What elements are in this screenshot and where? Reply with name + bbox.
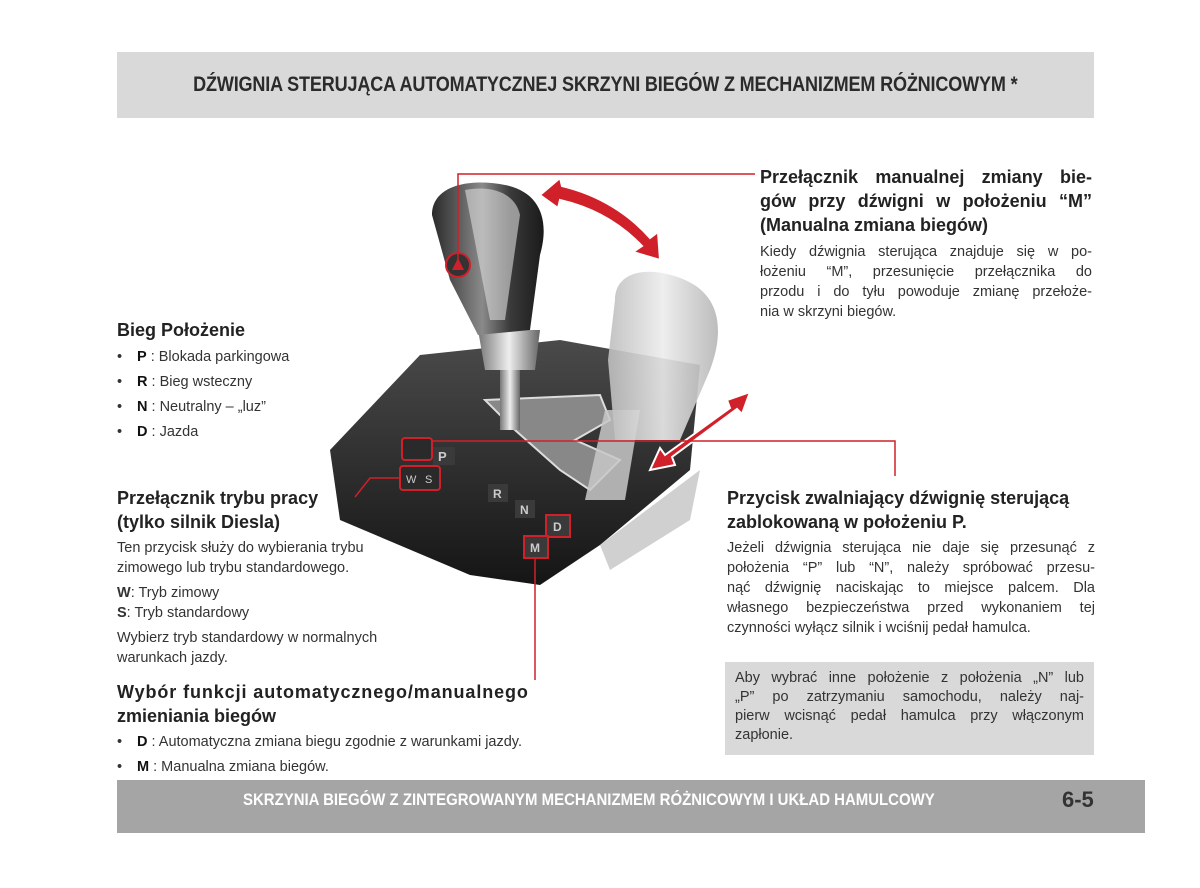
- mode-switch-para2-1: Wybierz tryb standardowy w normalnych: [117, 630, 378, 646]
- gear-positions-list: [117, 345, 447, 445]
- note-line-3: pierw wcisnąć pedał hamulca przy włączonym: [735, 708, 1084, 724]
- r-indicator-label: R: [493, 487, 502, 501]
- manual-switch-heading-2: gów przy dźwigni w położeniu “M”: [760, 191, 1092, 211]
- mode-switch-heading-1: Przełącznik trybu pracy: [117, 488, 319, 508]
- function-select-section: [117, 680, 597, 780]
- manual-switch-para-4: nia w skrzyni biegów.: [760, 304, 897, 320]
- note-box: [725, 662, 1094, 755]
- release-button-section: [727, 486, 1095, 638]
- mode-w: W: Tryb zimowy: [117, 585, 220, 601]
- footer-chapter-title: SKRZYNIA BIEGÓW Z ZINTEGROWANYM MECHANIZMEM RÓŻNICOWYM I UKŁAD HAMULCOWY: [243, 790, 935, 809]
- mode-switch-heading-2: (tylko silnik Diesla): [117, 512, 281, 532]
- manual-switch-para-3: przodu i do tyłu powoduje zmianę przełoże-: [760, 284, 1092, 300]
- release-button-heading-1: Przycisk zwalniający dźwignię sterującą: [727, 488, 1070, 508]
- d-indicator-label: D: [553, 520, 562, 534]
- mode-switch-para2-2: warunkach jazdy.: [117, 650, 228, 666]
- gear-positions-heading: Bieg Położenie: [117, 320, 246, 340]
- manual-switch-section: [760, 165, 1092, 322]
- list-item: • D : Jazda: [117, 424, 199, 440]
- function-select-heading-1: Wybór funkcji automatycznego/manualnego: [117, 682, 529, 702]
- list-item: • P : Blokada parkingowa: [117, 349, 290, 365]
- shifter-boot: [478, 330, 540, 370]
- list-item: • D : Automatyczna zmiana biegu zgodnie z warunkami jazdy.: [117, 734, 522, 750]
- mode-s: S: Tryb standardowy: [117, 605, 250, 621]
- release-button-para-1: Jeżeli dźwignia sterująca nie daje się przesunąć z: [727, 540, 1095, 556]
- manual-shift-arrow: [540, 178, 660, 260]
- mode-switch-para-2: zimowego lub trybu standardowego.: [117, 560, 350, 576]
- manual-switch-para-2: łożeniu “M”, przesunięcie przełącznika do: [760, 264, 1092, 280]
- mode-switch-section: [117, 486, 447, 668]
- mode-switch-s-label: S: [425, 474, 433, 486]
- manual-switch-heading-1: Przełącznik manualnej zmiany bie-: [760, 167, 1092, 187]
- gear-positions-section: [117, 318, 447, 445]
- list-item: • R : Bieg wsteczny: [117, 374, 253, 390]
- release-button-para-4: własnego bezpieczeństwa przed wykonaniem tej: [727, 600, 1095, 616]
- list-item: • N : Neutralny – „luz”: [117, 399, 266, 415]
- page-number: 6-5: [1062, 787, 1094, 812]
- note-line-2: „P” po zatrzymaniu samochodu, należy naj-: [735, 689, 1084, 705]
- function-select-list: [117, 730, 597, 780]
- page-footer: [117, 780, 1145, 833]
- mode-switch-para-1: Ten przycisk służy do wybierania trybu: [117, 540, 364, 556]
- list-item: • M : Manualna zmiana biegów.: [117, 759, 329, 775]
- n-indicator-label: N: [520, 503, 529, 517]
- p-indicator-label: P: [438, 449, 447, 464]
- release-button-heading-2: zablokowaną w położeniu P.: [727, 512, 967, 532]
- manual-switch-heading-3: (Manualna zmiana biegów): [760, 215, 989, 235]
- release-button-para-3: nąć dźwignię naciskając to miejsce palcem. Dla: [727, 580, 1095, 596]
- ghost-shifter-knob: [608, 272, 718, 440]
- page-title: DŹWIGNIA STERUJĄCA AUTOMATYCZNEJ SKRZYNI BIEGÓW Z MECHANIZMEM RÓŻNICOWYM *: [193, 73, 1018, 96]
- release-button-para-5: czynności wyłącz silnik i wciśnij pedał hamulca.: [727, 620, 1031, 636]
- release-button-para-2: położenia “P” lub “N”, należy spróbować przesu-: [727, 560, 1095, 576]
- m-indicator-label: M: [530, 541, 540, 555]
- mode-switch-w-label: W: [406, 474, 417, 486]
- function-select-heading-2: zmieniania biegów: [117, 706, 277, 726]
- manual-switch-para-1: Kiedy dźwignia sterująca znajduje się w po-: [760, 244, 1092, 260]
- note-line-1: Aby wybrać inne położenie z położenia „N” lub: [735, 670, 1084, 686]
- note-line-4: zapłonie.: [735, 727, 794, 743]
